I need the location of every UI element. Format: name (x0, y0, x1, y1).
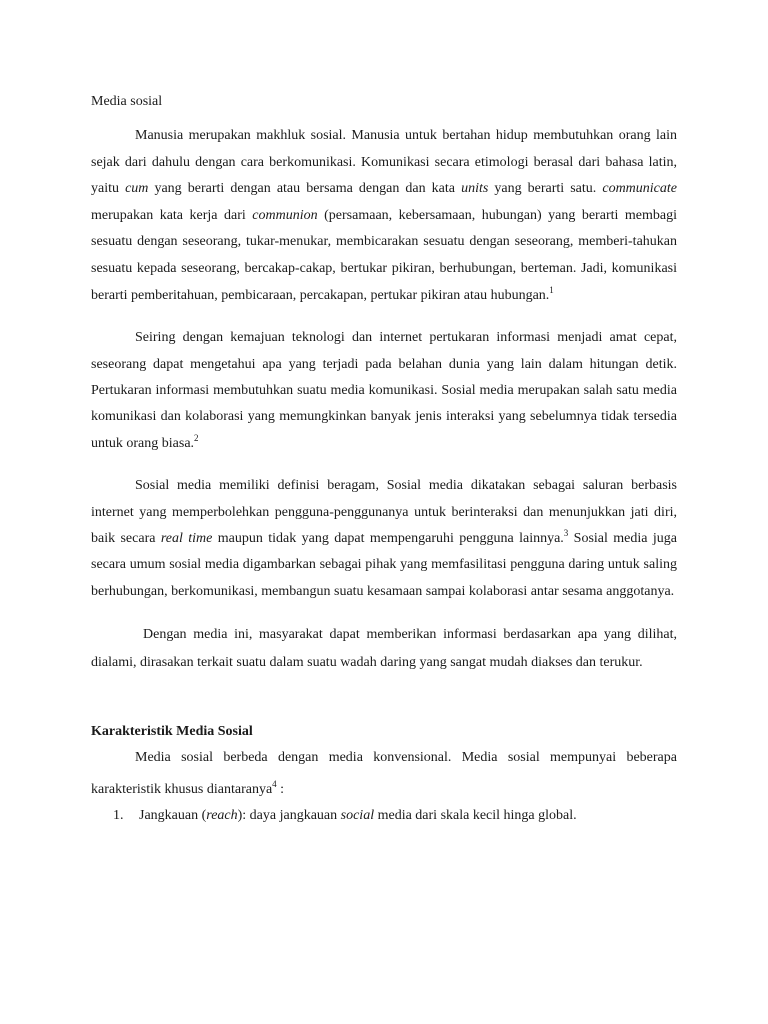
text-run: Sosial media memiliki definisi beragam, Sosial media dikatakan sebagai saluran berbasis internet yang memperbolehkan pengguna-penggunanya untuk berinteraksi dan menunjukkan jati diri, baik secara (91, 478, 677, 546)
text-run: Sosial media juga secara umum sosial media digambarkan sebagai pihak yang memfasilitasi pengguna daring untuk saling berhubungan, berkomunikasi, membangun suatu kesamaan sampai kolaborasi antar sesama anggotanya. (91, 531, 677, 599)
italic-term-units: units (461, 181, 489, 197)
footnote-ref-3: 3 (563, 528, 569, 538)
section-heading: Karakteristik Media Sosial (91, 724, 253, 740)
text-run: (persamaan, kebersamaan, hubungan) yang berarti membagi sesuatu dengan seseorang, tukar-menukar, membicarakan sesuatu dengan seseorang, memberi-tahukan sesuatu kepada seseorang, bercakap-cakap, bertukar pikiran, berhubungan, berteman. Jadi, komunikasi berarti pemberitahuan, pembicaraan, percakapan, pertukar pikiran atau hubungan. (91, 207, 677, 303)
paragraph-4 (91, 621, 677, 676)
text-run: Media sosial berbeda dengan media konvensional. Media sosial mempunyai beberapa karakteristik khusus diantaranya (91, 750, 677, 798)
footnote-ref-1: 1 (549, 284, 554, 295)
footnote-ref-4: 4 (272, 779, 277, 790)
document-body (91, 90, 677, 826)
text-run: media dari skala kecil hinga global. (374, 808, 577, 824)
italic-term-real-time: real time (160, 531, 213, 546)
list-number: 1. (113, 808, 124, 824)
text-run: Jangkauan ( (139, 808, 207, 824)
text-run: Manusia merupakan makhluk sosial. Manusia untuk bertahan hidup membutuhkan orang lain sejak dari dahulu dengan cara berkomunikasi. Komunikasi secara etimologi berasal dari bahasa latin, yaitu (91, 128, 677, 197)
paragraph-2 (91, 325, 677, 457)
italic-term-cum: cum (125, 181, 149, 197)
text-run: Seiring dengan kemajuan teknologi dan internet pertukaran informasi menjadi amat cepat, seseorang dapat mengetahui apa yang terjadi pada belahan dunia yang lain dalam hitungan detik. Pertukaran informasi membutuhkan suatu media komunikasi. Sosial media merupakan salah satu media komunikasi dan kolaborasi yang memungkinkan banyak jenis interaksi yang sebelumnya tidak tersedia untuk orang biasa. (91, 330, 677, 451)
italic-term-social: social (340, 808, 375, 824)
italic-term-reach: reach (206, 808, 238, 824)
paragraph-1 (91, 123, 677, 309)
italic-term-communicate: communicate (602, 181, 678, 197)
text-run: maupun tidak yang dapat mempengaruhi pengguna lainnya. (212, 531, 564, 546)
list-item (91, 806, 677, 826)
paragraph-3 (91, 473, 677, 605)
section-intro (91, 742, 677, 806)
footnote-ref-2: 2 (194, 432, 199, 443)
document-title: Media sosial (91, 94, 163, 109)
text-run: Dengan media ini, masyarakat dapat memberikan informasi berdasarkan apa yang dilihat, dialami, dirasakan terkait suatu dalam suatu wadah daring yang sangat mudah diakses dan terukur. (91, 627, 677, 670)
characteristics-list (91, 806, 677, 826)
text-run: ): daya jangkauan (237, 808, 341, 824)
text-run: merupakan kata kerja dari (91, 207, 253, 223)
text-run: yang berarti satu. (488, 181, 603, 197)
text-run: : (276, 782, 285, 798)
italic-term-communion: communion (252, 207, 318, 223)
text-run: yang berarti dengan atau bersama dengan dan kata (148, 181, 462, 197)
